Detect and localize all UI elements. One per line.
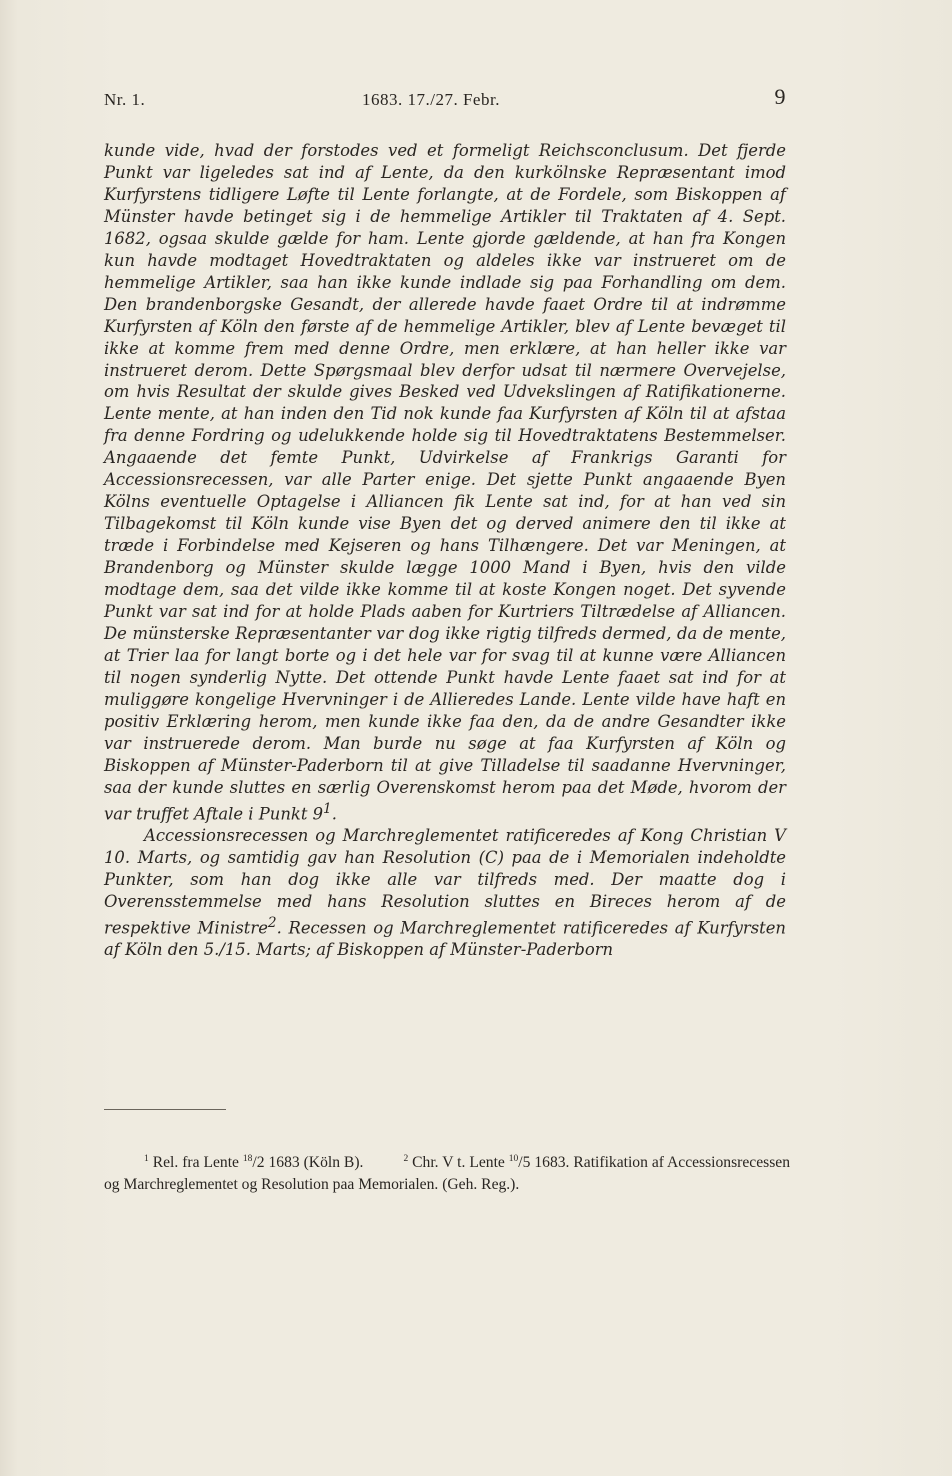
main-text bbox=[104, 140, 786, 961]
footnote-mark: 2 bbox=[403, 1153, 409, 1164]
page-number: 9 bbox=[774, 84, 786, 109]
footnote-text: /5 1683. Ratifikation af Accessionsrecessen og Marchreglementet og Resolution paa Memorialen. (Geh. Reg.). bbox=[104, 1154, 790, 1193]
paragraph-text: kunde vide, hvad der forstodes ved et formeligt Reichsconclusum. Det fjerde Punkt var ligeledes sat ind af Lente, da den kurkölnske Repræsentant imod Kurfyrstens tidligere Løfte til Lente forlangte, at de Fordele, som Biskoppen af Münster havde betinget sig i de hemmelige Artikler til Traktaten af 4. Sept. 1682, ogsaa skulde gælde for ham. Lente gjorde gældende, at han fra Kongen kun havde modtaget Hovedtraktaten og aldeles ikke var instrueret om de hemmelige Artikler, saa han ikke kunde indlade sig paa Forhandling om dem. Den brandenborgske Gesandt, der allerede havde faaet Ordre til at indrømme Kurfyrsten af Köln den første af de hemmelige Artikler, blev af Lente bevæget til ikke at komme frem med denne Ordre, men erklære, at han heller ikke var instrueret derom. Dette Spørgsmaal blev derfor udsat til nærmere Overvejelse, om hvis Resultat der skulde gives Besked ved Udvekslingen af Ratifikationerne. Lente mente, at han inden den Tid nok kunde faa Kurfyrsten af Köln til at afstaa fra denne Fordring og udelukkende holde sig til Hovedtraktatens Bestemmelser. Angaaende det femte Punkt, Udvirkelse af Frankrigs Garanti for Accessionsrecessen, var alle Parter enige. Det sjette Punkt angaaende Byen Kölns eventuelle Optagelse i Alliancen fik Lente sat ind, for at han ved sin Tilbagekomst til Köln kunde vise Byen det og derved animere den til ikke at træde i Forbindelse med Kejseren og hans Tilhængere. Det var Meningen, at Brandenborg og Münster skulde lægge 1000 Mand i Byen, hvis den vilde modtage dem, saa det vilde ikke komme til at koste Kongen noget. Det syvende Punkt var sat ind for at holde Plads aaben for Kurtriers Tiltrædelse af Alliancen. De münsterske Repræsentanter var dog ikke rigtig tilfreds dermed, da de mente, at Trier laa for langt borte og i det hele var for svag til at kunne være Alliancen til nogen synderlig Nytte. Det ottende Punkt havde Lente faaet sat ind for at muliggøre kongelige Hvervninger i de Allieredes Lande. Lente vilde have haft en positiv Erklæring herom, men kunde ikke faa den, da de andre Gesandter ikke var instruerede derom. Man burde nu søge at faa Kurfyrsten af Köln og Biskoppen af Münster-Paderborn til at give Tilladelse til saadanne Hvervninger, saa der kunde sluttes en særlig Overenskomst herom paa det Møde, hvorom der var truffet Aftale i Punkt 9 bbox=[104, 141, 786, 824]
footnote-date-superscript: 10 bbox=[508, 1153, 519, 1164]
document-number: Nr. 1. bbox=[104, 90, 146, 109]
paragraph-text: . Recessen og Marchreglementet ratificeredes af Kurfyrsten af Köln den 5./15. Marts; af Biskoppen af Münster-Paderborn bbox=[104, 918, 786, 960]
footnote-mark: 1 bbox=[144, 1153, 149, 1164]
paragraph bbox=[104, 825, 786, 961]
footnote-text: Chr. V t. Lente bbox=[412, 1154, 505, 1171]
footnote-divider bbox=[104, 1109, 226, 1110]
footnote-text: /2 1683 (Köln B). bbox=[252, 1154, 364, 1171]
paragraph-text: . bbox=[331, 804, 337, 824]
footnote-reference: 1 bbox=[323, 800, 332, 817]
footnote-reference: 2 bbox=[267, 914, 277, 931]
paragraph-text: Accessionsrecessen og Marchreglementet ratificeredes af Kong Christian V 10. Marts, og samtidig gav han Resolution (C) paa de i Memorialen indeholdte Punkter, som han dog ikke alle var tilfreds med. Der maatte dog i Overensstemmelse med hans Resolution sluttes en Bireces herom af de respektive Ministre bbox=[104, 826, 786, 938]
footnote-1 bbox=[144, 1154, 363, 1171]
running-header bbox=[104, 84, 786, 114]
footnote-text: Rel. fra Lente bbox=[152, 1154, 239, 1171]
paragraph bbox=[104, 140, 786, 825]
header-date: 1683. 17./27. Febr. bbox=[362, 90, 500, 109]
footnotes bbox=[104, 1152, 790, 1196]
footnote-date-superscript: 18 bbox=[242, 1153, 253, 1164]
